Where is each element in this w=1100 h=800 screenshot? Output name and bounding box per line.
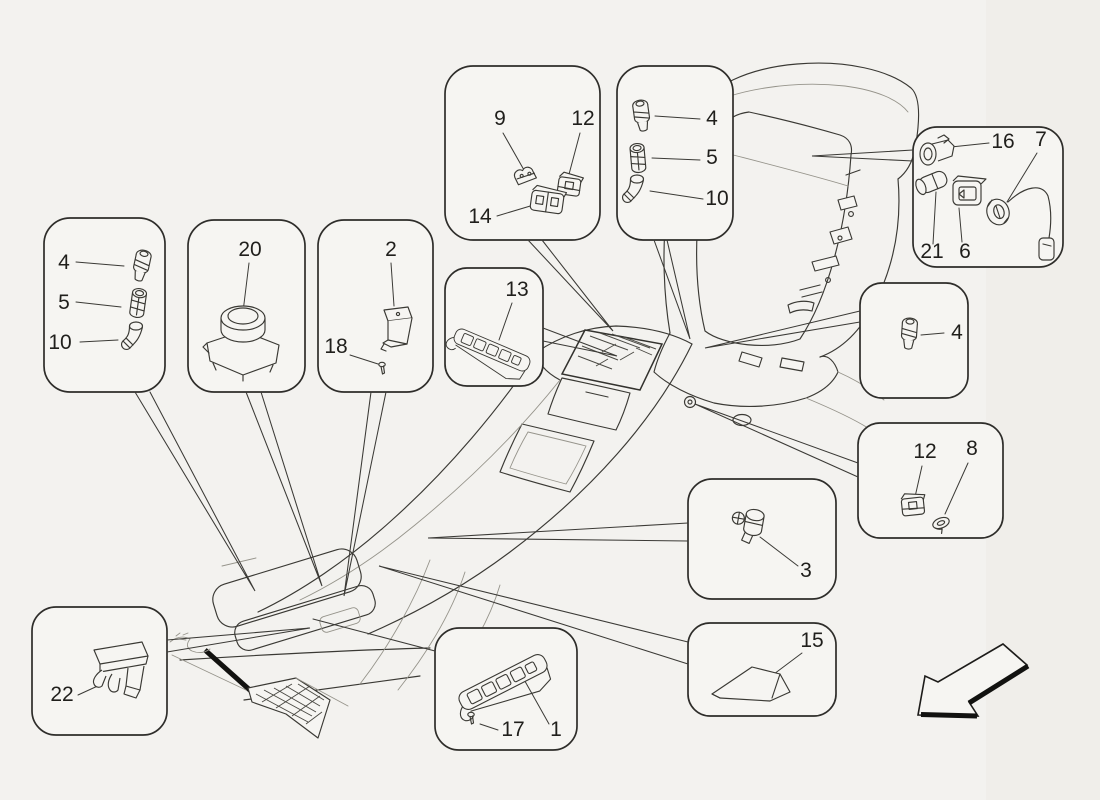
- part-number-label: 20: [238, 238, 262, 261]
- part-number-label: 5: [706, 146, 718, 169]
- part-number-label: 4: [706, 107, 718, 130]
- part-number-label: 13: [505, 278, 529, 301]
- part-number-label: 2: [385, 238, 397, 261]
- part-number-label: 1: [550, 718, 562, 741]
- callout-box-latch-switch: [318, 220, 433, 392]
- part-number-label: 18: [324, 335, 348, 358]
- part-number-label: 10: [48, 331, 72, 354]
- part-number-label: 6: [959, 240, 971, 263]
- part-number-label: 3: [800, 559, 812, 582]
- part-number-label: 15: [800, 629, 824, 652]
- part-number-label: 12: [913, 440, 937, 463]
- part-number-label: 21: [920, 240, 944, 263]
- part-number-label: 8: [966, 437, 978, 460]
- part-number-label: 12: [571, 107, 595, 130]
- part-number-label: 9: [494, 107, 506, 130]
- lamp-socket-drawing: [630, 143, 646, 173]
- part-number-label: 22: [50, 683, 74, 706]
- part-number-label: 10: [705, 187, 729, 210]
- part-number-label: 4: [951, 321, 963, 344]
- part-number-label: 7: [1035, 128, 1047, 151]
- part-number-label: 16: [991, 130, 1015, 153]
- square-socket-drawing: [953, 176, 986, 205]
- part-number-label: 4: [58, 251, 70, 274]
- connector-drawing: [901, 492, 927, 516]
- part-number-label: 14: [468, 205, 492, 228]
- callout-frames: [32, 66, 1063, 750]
- part-number-label: 17: [501, 718, 525, 741]
- wire-connector-drawing: [1039, 238, 1054, 260]
- part-number-label: 5: [58, 291, 70, 314]
